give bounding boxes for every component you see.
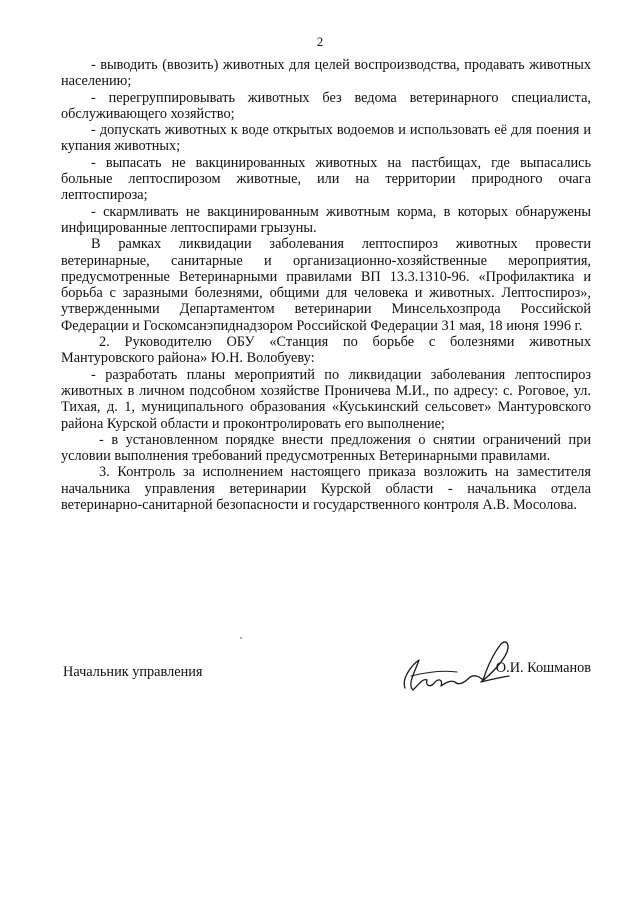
paragraph-lift-restrictions: - в установленном порядке внести предложения о снятии ограничений при условии выполнения требований предусмотренных Ветеринарными правилами. <box>61 431 591 465</box>
paragraph-develop-plans: - разработать планы мероприятий по ликвидации заболевания лептоспироз животных в личном подсобном хозяйстве Проничева М.И., по адресу: с. Роговое, ул. Тихая, д. 1, муниципального образования «Куськинский сельсовет» Мантуровского района Курской области и проконтролировать его выполнение; <box>61 366 591 432</box>
paragraph-ban-transfer: - выводить (ввозить) животных для целей воспроизводства, продавать животных населению; <box>61 57 591 90</box>
signer-name: О.И. Кошманов <box>495 660 591 676</box>
page-number: 2 <box>316 34 324 49</box>
paragraph-measures: В рамках ликвидации заболевания лептоспироз животных провести ветеринарные, санитарные и организационно-хозяйственные мероприятия, предусмотренные Ветеринарными правилами ВП 13.3.1310-96. «Профилактика и борьба с заразными болезнями, общими для человека и животных. Лептоспироз», утвержденными Департаментом ветеринарии Минсельхозпрода Российской Федерации и Госкомсанэпиднадзором Российской Федерации 31 мая, 18 июня 1996 г. <box>61 236 591 334</box>
paragraph-item-3: 3. Контроль за исполнением настоящего приказа возложить на заместителя начальника управления ветеринарии Курской области - начальника отдела ветеринарно-санитарной безопасности и государственного контроля А.В. Мосолова. <box>61 464 591 514</box>
paragraph-ban-regroup: - перегруппировывать животных без ведома ветеринарного специалиста, обслуживающего хозяйство; <box>61 89 591 122</box>
document-body <box>61 57 591 513</box>
scan-speck <box>240 637 242 639</box>
paragraph-ban-water: - допускать животных к воде открытых водоемов и использовать её для поения и купания животных; <box>61 122 591 155</box>
paragraph-ban-grazing: - выпасать не вакцинированных животных на пастбищах, где выпасались больные лептоспирозом животные, или на территории природного очага лептоспироза; <box>61 154 591 204</box>
signature-block <box>61 660 591 690</box>
position-title: Начальник управления <box>63 664 203 680</box>
paragraph-ban-feed: - скармливать не вакцинированным животным корма, в которых обнаружены инфицированные лептоспирами грызуны. <box>61 203 591 236</box>
paragraph-item-2: 2. Руководителю ОБУ «Станция по борьбе с болезнями животных Мантуровского района» Ю.Н. Волобуеву: <box>61 334 591 367</box>
